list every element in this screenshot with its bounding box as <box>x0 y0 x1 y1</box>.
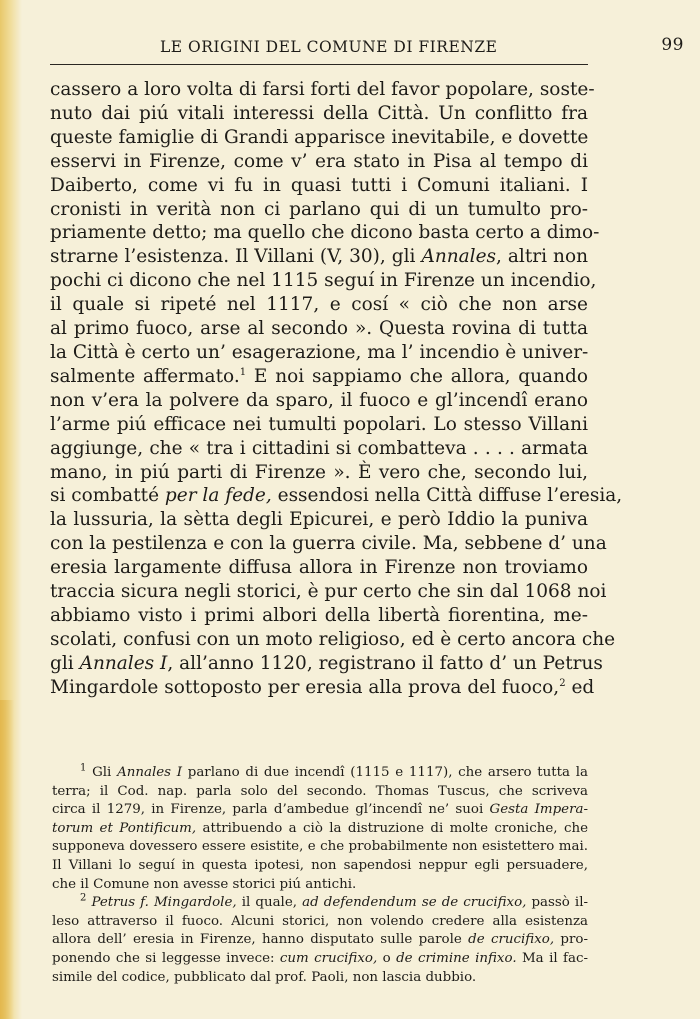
page-edge-stain <box>0 700 14 1019</box>
text-run: o <box>377 950 397 966</box>
text-run: parlano di due incendî (1115 e 1117), che arsero tutta la <box>182 765 589 780</box>
footnote-line: terra; il Cod. nap. parla solo del secondo. Thomas Tuscus, che scriveva <box>52 783 588 799</box>
page-header <box>50 34 684 62</box>
text-run: si combatté <box>50 485 160 507</box>
text-run: ponendo che si leggesse invece: <box>52 950 280 966</box>
italic-title: Annales <box>421 246 497 268</box>
italic-title: torum et Pontificum, <box>52 820 197 836</box>
text-line: Daiberto, come vi fu in quasi tutti i Comuni italiani. I <box>50 174 588 196</box>
footnote-line: simile del codice, pubblicato dal prof. Paoli, non lascia dubbio. <box>52 969 477 985</box>
footnote-line <box>52 931 588 950</box>
text-line: il quale si ripeté nel 1117, e cosí « ciò che non arse <box>50 294 588 316</box>
text-line: nuto dai piú vitali interessi della Città. Un conflitto fra <box>50 102 588 124</box>
italic-phrase: ad defendendum se de crucifixo, <box>302 895 527 911</box>
text-line: traccia sicura negli storici, è pur certo che sin dal 1068 noi <box>50 581 607 603</box>
italic-phrase: de crimine infixo. <box>396 950 517 966</box>
text-line: con la pestilenza e con la guerra civile. Ma, sebbene d’ una <box>50 533 607 555</box>
text-line: abbiamo visto i primi albori della libertà fiorentina, me- <box>50 604 588 626</box>
text-line: eresia largamente diffusa allora in Firenze non troviamo <box>50 557 588 579</box>
header-rule <box>50 64 588 65</box>
text-line: non v’era la polvere da sparo, il fuoco e gl’incendî erano <box>50 389 588 411</box>
text-run: circa il 1279, in Firenze, parla d’ambedue gl’incendî ne’ suoi <box>52 802 490 818</box>
italic-title: Annales I <box>79 652 168 674</box>
footnote-line <box>52 894 588 913</box>
footnotes <box>52 764 588 987</box>
text-run: Mingardole sottoposto per eresia alla prova del fuoco, <box>50 676 560 698</box>
text-run: , altri non <box>496 246 588 268</box>
text-line: al primo fuoco, arse al secondo ». Questa rovina di tutta <box>50 318 588 340</box>
footnote-line: leso attraverso il fuoco. Alcuni storici, non volendo credere alla esistenza <box>52 913 588 929</box>
text-run: essendosi nella Città diffuse l’eresia, <box>271 485 623 507</box>
text-line <box>50 365 588 389</box>
italic-phrase: de crucifixo, <box>468 932 555 948</box>
text-line: aggiunge, che « tra i cittadini si combatteva . . . . armata <box>50 437 588 459</box>
footnote-ref: 2 <box>559 677 566 689</box>
text-run: ed <box>565 676 595 698</box>
footnote-ref: 1 <box>239 366 247 378</box>
text-line: esservi in Firenze, come v’ era stato in Pisa al tempo di <box>50 150 588 172</box>
text-line: queste famiglie di Grandi apparisce inevitabile, e dovette <box>50 126 589 148</box>
text-run: passò il- <box>526 895 589 911</box>
text-run: strarne l’esistenza. Il Villani (V, 30), gli <box>50 246 416 268</box>
italic-title: Gesta Impera- <box>489 802 588 818</box>
footnote-line: Il Villani lo seguí in questa ipotesi, non sapendosi neppur egli persuadere, <box>52 857 588 873</box>
text-run: allora dell’ eresia in Firenze, hanno disputato sulle parole <box>52 932 469 948</box>
text-run: salmente affermato. <box>50 365 240 387</box>
text-line: priamente detto; ma quello che dicono basta certo a dimo- <box>50 222 600 244</box>
footnote-line: che il Comune non avesse storici piú antichi. <box>52 876 357 892</box>
text-run: il quale, <box>236 895 303 911</box>
footnote-marker: 1 <box>80 762 87 774</box>
text-line: la lussuria, la sètta degli Epicurei, e però Iddio la puniva <box>50 509 588 531</box>
text-line: pochi ci dicono che nel 1115 seguí in Firenze un incendio, <box>50 270 597 292</box>
text-run: Ma il fac- <box>516 950 588 966</box>
text-run: E noi sappiamo che allora, quando <box>246 365 588 387</box>
text-line: scolati, confusi con un moto religioso, ed è certo ancora che <box>50 628 616 650</box>
footnote-line <box>52 764 588 783</box>
italic-phrase: per la fede, <box>164 485 272 507</box>
text-line <box>50 484 623 508</box>
footnote-line <box>52 801 588 820</box>
page-number: 99 <box>661 35 684 55</box>
italic-title: Annales I <box>117 765 183 780</box>
text-line <box>50 245 588 269</box>
footnote-line <box>52 820 588 839</box>
footnote-line: supponeva dovessero essere esistite, e che probabilmente non esistettero mai. <box>52 839 588 855</box>
text-run: , all’anno 1120, registrano il fatto d’ un Petrus <box>167 652 603 674</box>
text-line: l’arme piú efficace nei tumulti popolari. Lo stesso Villani <box>50 413 588 435</box>
text-run: attribuendo a ciò la distruzione di molte croniche, che <box>196 820 588 836</box>
text-run: pro- <box>554 932 588 948</box>
italic-phrase: cum crucifixo, <box>279 950 378 966</box>
footnote-marker: 2 <box>80 892 87 904</box>
main-text <box>50 78 623 700</box>
text-run: Gli <box>86 765 118 780</box>
footnote-line <box>52 950 588 969</box>
text-line: la Città è certo un’ esagerazione, ma l’ incendio è univer- <box>50 341 589 363</box>
text-line: mano, in piú parti di Firenze ». È vero che, secondo lui, <box>50 461 588 483</box>
text-line <box>50 652 603 676</box>
text-line <box>50 676 595 700</box>
running-title: LE ORIGINI DEL COMUNE DI FIRENZE <box>160 38 498 56</box>
text-line: cassero a loro volta di farsi forti del favor popolare, soste- <box>50 79 595 100</box>
text-run: gli <box>50 652 74 674</box>
italic-name: Petrus f. Mingardole, <box>91 895 237 911</box>
text-line: cronisti in verità non ci parlano qui di un tumulto pro- <box>50 198 588 220</box>
